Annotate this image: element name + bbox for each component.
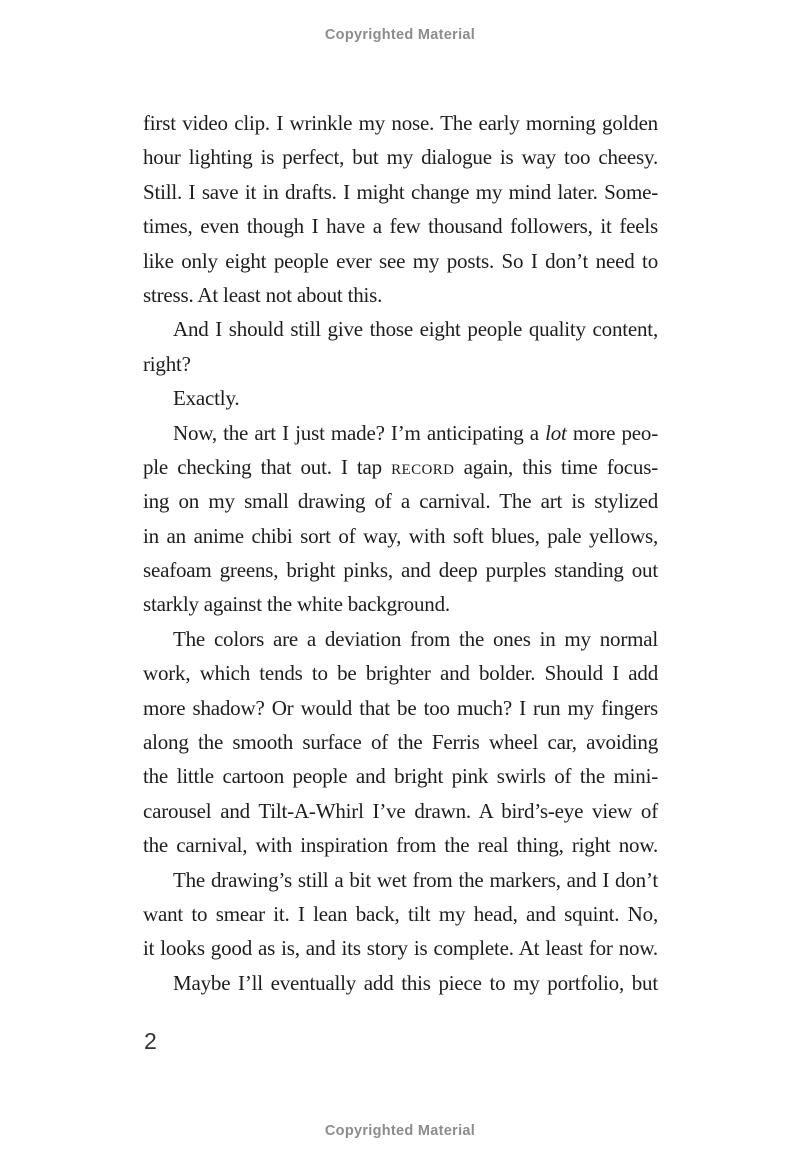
text-line xyxy=(143,312,658,346)
text-line xyxy=(143,587,658,621)
text-line xyxy=(143,966,658,1000)
body-text xyxy=(143,106,658,1000)
text-segment: in an anime chibi sort of way, with soft blues, pale yellows, xyxy=(143,523,658,548)
smallcaps-text-segment: record xyxy=(391,454,455,479)
text-line xyxy=(143,416,658,450)
text-segment: the little cartoon people and bright pink swirls of the mini- xyxy=(143,764,658,789)
text-segment: right? xyxy=(143,351,191,376)
text-segment: carousel and Tilt-A-Whirl I’ve drawn. A bird’s-eye view of xyxy=(143,798,658,823)
text-segment: want to smear it. I lean back, tilt my head, and squint. No, xyxy=(143,901,658,926)
text-segment: first video clip. I wrinkle my nose. The early morning golden xyxy=(143,111,658,135)
text-segment: Maybe I’ll eventually add this piece to my portfolio, but xyxy=(173,970,658,995)
text-line xyxy=(143,863,658,897)
text-line xyxy=(143,794,658,828)
text-segment: Still. I save it in drafts. I might change my mind later. Some- xyxy=(143,179,658,204)
text-segment: Exactly. xyxy=(173,386,240,411)
text-line xyxy=(143,140,658,174)
text-line xyxy=(143,278,658,312)
text-line xyxy=(143,691,658,725)
text-segment: ing on my small drawing of a carnival. The art is stylized xyxy=(143,489,658,514)
copyright-notice-top: Copyrighted Material xyxy=(324,27,476,43)
text-segment: starkly against the white background. xyxy=(143,592,450,617)
text-line xyxy=(143,484,658,518)
italic-text-segment: lot xyxy=(545,420,567,445)
text-line xyxy=(143,622,658,656)
text-line xyxy=(143,759,658,793)
text-segment: it looks good as is, and its story is complete. At least for now. xyxy=(143,936,658,961)
text-segment: more shadow? Or would that be too much? I run my fingers xyxy=(143,695,658,720)
text-segment: more peo- xyxy=(566,420,658,445)
text-line xyxy=(143,725,658,759)
text-line xyxy=(143,175,658,209)
text-segment: Now, the art I just made? I’m anticipating a xyxy=(173,420,546,445)
text-segment: And I should still give those eight people quality content, xyxy=(173,317,658,342)
text-segment: stress. At least not about this. xyxy=(143,282,383,307)
text-line xyxy=(143,897,658,931)
text-line xyxy=(143,450,658,484)
text-line xyxy=(143,106,658,140)
text-line xyxy=(143,553,658,587)
text-segment: hour lighting is perfect, but my dialogue is way too cheesy. xyxy=(143,145,658,170)
text-segment: work, which tends to be brighter and bolder. Should I add xyxy=(143,661,658,686)
text-line xyxy=(143,828,658,862)
text-line xyxy=(143,244,658,278)
text-line xyxy=(143,209,658,243)
text-segment: The drawing’s still a bit wet from the markers, and I don’t xyxy=(173,867,658,892)
text-segment: ple checking that out. I tap xyxy=(143,454,392,479)
text-segment: times, even though I have a few thousand followers, it feels xyxy=(143,214,658,239)
text-segment: like only eight people ever see my posts. So I don’t need to xyxy=(143,248,658,273)
text-segment: The colors are a deviation from the ones in my normal xyxy=(173,626,658,651)
text-segment: the carnival, with inspiration from the real thing, right now. xyxy=(143,833,658,858)
text-line xyxy=(143,931,658,965)
page-number: 2 xyxy=(144,1028,157,1054)
text-segment: again, this time focus- xyxy=(454,454,658,479)
text-line xyxy=(143,381,658,415)
text-segment: seafoam greens, bright pinks, and deep purples standing out xyxy=(143,558,658,583)
copyright-notice-bottom: Copyrighted Material xyxy=(324,1123,476,1139)
text-line xyxy=(143,519,658,553)
text-segment: along the smooth surface of the Ferris wheel car, avoiding xyxy=(143,730,658,755)
text-line xyxy=(143,656,658,690)
text-line xyxy=(143,347,658,381)
